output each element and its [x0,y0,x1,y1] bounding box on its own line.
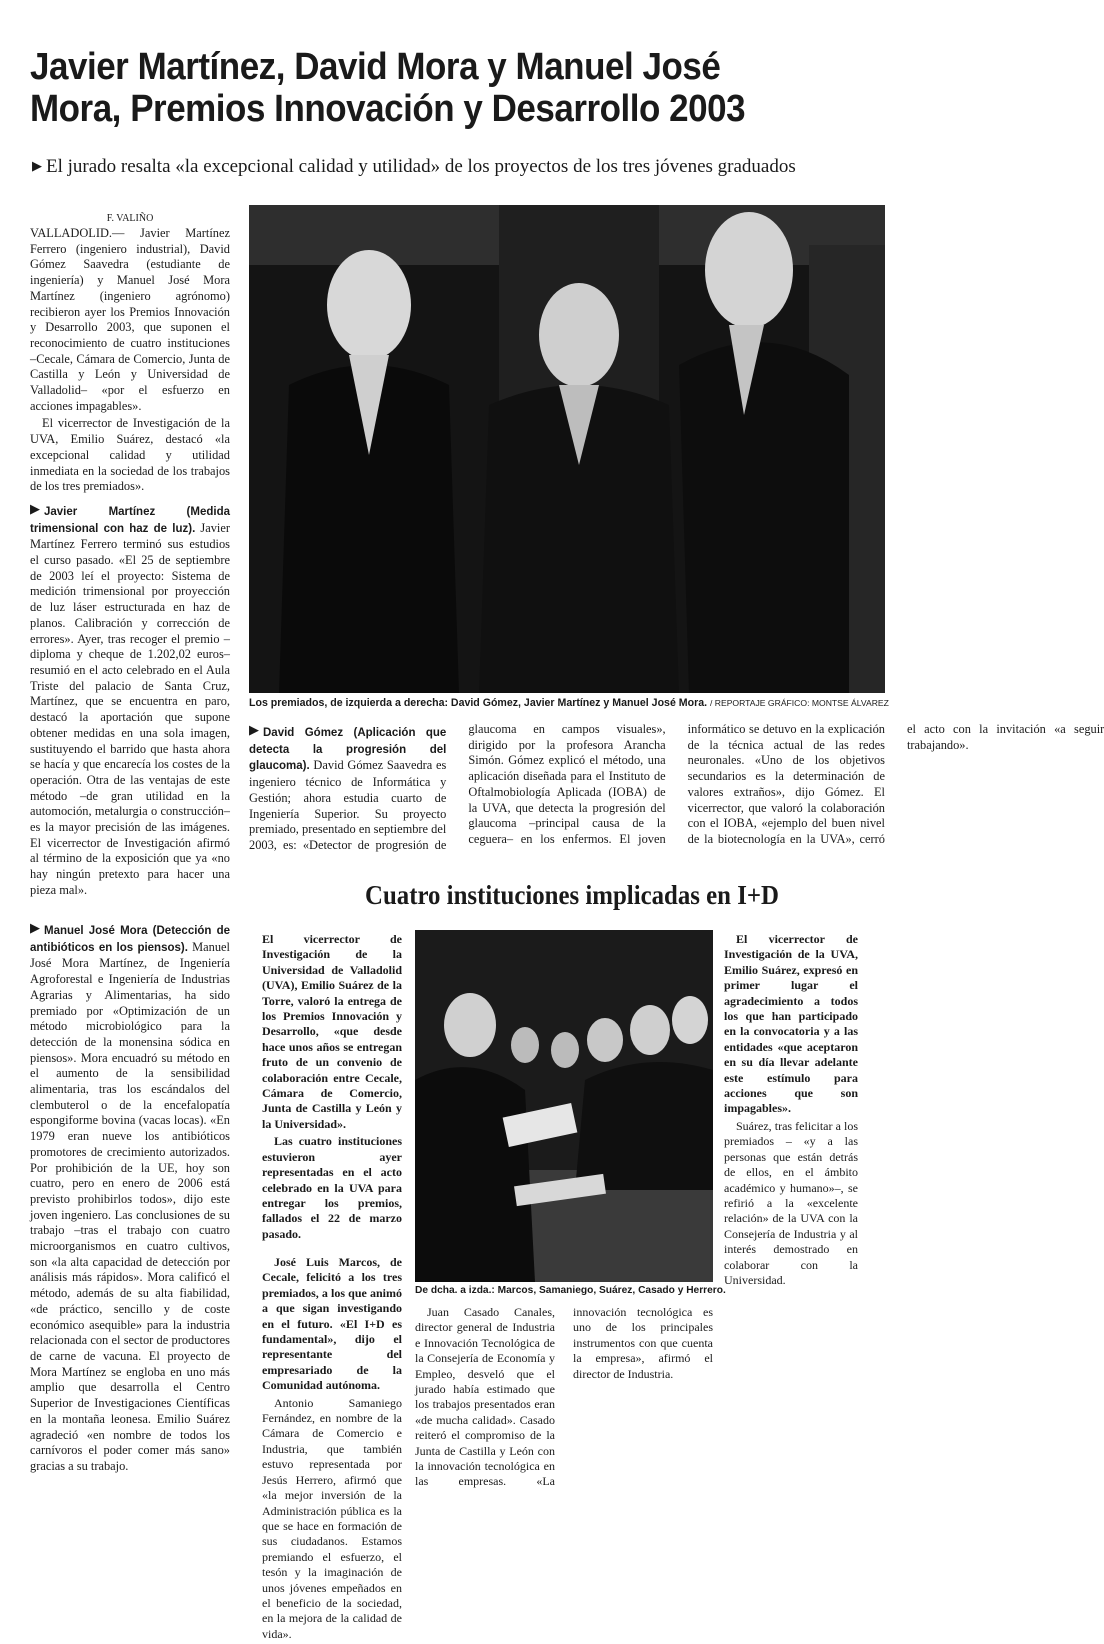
triangle-bullet-icon: ▶ [249,722,259,737]
sidebar-column-right [724,932,858,1290]
kicker-javier: Javier Martínez (Medida trimensional con haz de luz). [30,505,230,535]
headline-line-2: Mora, Premios Innovación y Desarrollo 2003 [30,88,746,130]
caption-text: Los premiados, de izquierda a derecha: David Gómez, Javier Martínez y Manuel José Mora. [249,697,708,709]
photo-premiados-image [249,205,885,693]
photo-autoridades [415,930,713,1282]
triangle-bullet-icon: ▶ [32,158,42,173]
sidebar-p5: Juan Casado Canales, director general de Industria e Innovación Tecnológica de la Consejería de Economía y Empleo, desveló que el jurado había estimado que los trabajos presentados eran «de mucha calidad». Casado reiteró el compromiso de la Junta de Castilla y León con la innovación tecnológica en las empresas. «La innovación tecnológica es uno de los principales instrumentos con que cuenta la empresa», afirmó el director de Industria. [415,1305,713,1489]
column-left-bottom [30,920,230,1477]
paragraph-david-text: David Gómez Saavedra es ingeniero técnico de Informática y Gestión; ahora estudia cuarto de Ingeniería Superior. Su proyecto premiado, presentado en septiembre del 2003, es: «Detector de progresión de glaucoma en campos visuales», dirigido por la profesora Arancha Simón. Gómez explicó el método, una aplicación diseñada para el Instituto de Oftalmobiología Aplicada (IOBA) de la UVA, que detecta la progresión del glaucoma –principal causa de la ceguera– en los enfermos. El joven informático se detuvo en la explicación de la técnica actual de las redes neuronales. «Uno de los objetivos secundarios es la determinación de valores extraños», dijo Gómez. El vicerrector, que valoró la colaboración con el IOBA, «ejemplo del buen nivel de la biotecnología en la UVA», cerró el acto con la invitación «a seguir trabajando». [249,722,1104,852]
paragraph-mora-text: Manuel José Mora Martínez, de Ingeniería Agroforestal e Ingeniería de Industrias Agrarias y Alimentarias, ha sido premiado por «Optimización de un método microbiológico para la detección de la monensina sódica en piensos». Mora encuadró su método en el aumento de la sensibilidad alimentaria, tras los escándalos del clembuterol o de la encefalopatía espongiforme bovina (vacas locas). «En 1979 eran nueve los antibióticos promotores de crecimiento autorizados. Por prohibición de la UE, hoy son cuatro, pero en enero de 2006 está previsto prohibirlos todos», dijo este joven ingeniero. Las conclusiones de su trabajo –tras el trabajo con cuatro microorganismos en cuatro cultivos, son «la alta capacidad de detección por análisis más rápidos». Mora calificó el método, además de su alta fiabilidad, «de práctico, sencillo y de coste económico asequible» para la industria relacionada con el sector de productores de carne de vacuna. El proyecto de Mora Martínez se engloba en uno más amplio que desarrolla el Centro Superior de Investigaciones Científicas en la montaña leonesa. Emilio Suárez agradeció «en nombre de todos los carnívoros el poder comer más sano» gracias a su trabajo. [30,939,230,1473]
lead-paragraph: VALLADOLID.— Javier Martínez Ferrero (ingeniero industrial), David Gómez Saavedra (estudiante de ingeniería) y Manuel José Mora Martínez (ingeniero agrónomo) recibieron ayer los Premios Innovación y Desarrollo 2003, que suponen el reconocimiento de cuatro instituciones –Cecale, Cámara de Comercio, Junta de Castilla y León y Universidad de Valladolid– «por el esfuerzo en acciones impagables». [30,226,230,413]
sidebar-p4: Antonio Samaniego Fernández, en nombre de la Cámara de Comercio e Industria, que también estuvo representada por Jesús Herrero, afirmó que «la mejor inversión de la Administración pública es la que se hace en formación de sus ciudadanos. Estamos premiando el esfuerzo, el tesón y la imaginación de unos jóvenes empeñados en el beneficio de la sociedad, en la mejora de la calidad de vida». [262,1395,402,1641]
sidebar-column-1 [262,932,402,1244]
paragraph-javier-text: Javier Martínez Ferrero terminó sus estudios el curso pasado. «El 25 de septiembre de 2003 leí el proyecto: Sistema de medición trimensional por proyección de luz láser estructurada en haz de planos. Calibración y corrección de errores». Ayer, tras recoger el premio –diploma y cheque de 1.202,02 euros– resumió en el acto celebrado en el Aula Triste del palacio de Santa Cruz, Martínez, que se encuentra en paro, destacó la aportación que supone obtener medidas en una sola imagen, sustituyendo el barrido que hasta ahora se hacía y que encarecía los costes de la operación. Otra de las ventajas de este método –de gran utilidad en la automoción, metalurgia o construcción– es la mayor precisión de las imágenes. El vicerrector de Investigación afirmó al término de la exposición que ya «no hay ningún pretexto para hacer una pieza mal». [30,520,230,897]
paragraph-vicerrector: El vicerrector de Investigación de la UVA, Emilio Suárez, destacó «la excepcional calidad y utilidad inmediata en la sociedad de los trabajos de los tres premiados». [30,416,230,494]
photo-autoridades-caption: De dcha. a izda.: Marcos, Samaniego, Suárez, Casado y Herrero. [415,1285,726,1296]
photo-premiados [249,205,885,693]
headline-line-1: Javier Martínez, David Mora y Manuel José [30,46,721,88]
kicker-david: David Gómez (Aplicación que detecta la progresión del glaucoma). [249,727,447,773]
photo-autoridades-image [415,930,713,1282]
sidebar-column-1b [262,1255,402,1644]
sidebar-p6: El vicerrector de Investigación de la UVA, Emilio Suárez, expresó en primer lugar el agradecimiento a todos los que han participado en la convocatoria y a las entidades «que aceptaron en su día llevar adelante este estímulo para acciones que son impagables». [724,932,858,1116]
subheadline [32,156,902,178]
sidebar-p3: José Luis Marcos, de Cecale, felicitó a los tres premiados, a los que animó a que sigan investigando en el futuro. «El I+D es fundamental», dijo el representante del empresariado de la Comunidad autónoma. [262,1255,402,1393]
byline: F. VALIÑO [106,213,154,224]
triangle-bullet-icon: ▶ [30,920,40,935]
paragraph-mora [30,920,230,1475]
sidebar-below-photo [415,1305,713,1495]
sidebar-p2: Las cuatro instituciones estuvieron ayer representadas en el acto celebrado en la UVA para entregar los premios, fallados el 22 de marzo pasado. [262,1134,402,1241]
paragraph-david [249,722,1104,862]
triangle-bullet-icon: ▶ [30,500,40,516]
sidebar-p1: El vicerrector de Investigación de la Universidad de Valladolid (UVA), Emilio Suárez de la Torre, valoró la entrega de los Premios Innovación y Desarrollo, «que desde hace unos años se entregan fruto de un convenio de colaboración entre Cecale, Cámara de Comercio, Junta de Castilla y León y la Universidad». [262,932,402,1131]
photo-credit: / REPORTAJE GRÁFICO: MONTSE ÁLVAREZ [709,698,889,708]
photo-premiados-caption [249,697,889,709]
section-david [249,722,1104,862]
sidebar-p7: Suárez, tras felicitar a los premiados – «y a las personas que están detrás de ellos, en el ámbito académico y humano»–, se refirió a la «excelente relación» de la UVA con la Consejería de Industria y al interés demostrado en colaborar con la Universidad. [724,1118,858,1287]
column-left-top [30,212,230,901]
subheadline-text: El jurado resalta «la excepcional calidad y utilidad» de los proyectos de los tres jóvenes graduados [46,156,796,177]
sidebar-title: Cuatro instituciones implicadas en I+D [365,880,779,910]
kicker-mora: Manuel José Mora (Detección de antibióticos en los piensos). [30,925,230,954]
headline [30,46,830,130]
paragraph-javier [30,501,230,899]
